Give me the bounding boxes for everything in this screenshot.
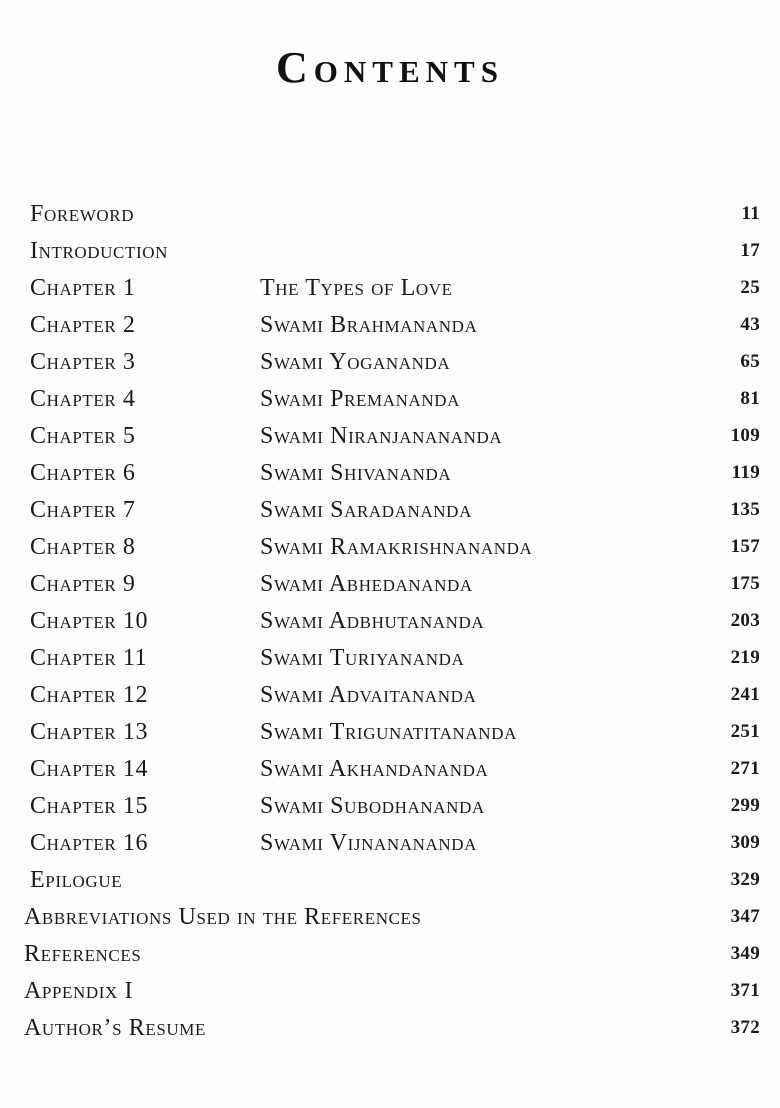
toc-entry-title: Swami Niranjanananda [260, 423, 503, 449]
toc-row [0, 714, 780, 750]
toc-entry-title: Swami Ramakrishnananda [260, 534, 533, 560]
toc-row [0, 825, 780, 861]
toc-page-number: 119 [731, 462, 760, 483]
toc-entry-title: Swami Vijnanananda [260, 830, 478, 856]
toc-entry-label: Chapter 14 [30, 756, 149, 782]
toc-page-number: 309 [730, 832, 760, 853]
toc-row [0, 381, 780, 417]
toc-entry-title: The Types of Love [260, 275, 453, 301]
toc-page-number: 11 [741, 203, 760, 224]
toc-page-number: 251 [730, 721, 760, 742]
toc-row [0, 418, 780, 454]
toc-entry-title: Swami Shivananda [260, 460, 452, 486]
toc-page-number: 81 [740, 388, 760, 409]
toc-page-number: 371 [730, 980, 760, 1001]
toc-entry-label: Chapter 10 [30, 608, 149, 634]
toc-entry-label: Chapter 1 [30, 275, 136, 301]
toc-entry-title: Swami Saradananda [260, 497, 472, 523]
toc-entry-label: Chapter 2 [30, 312, 136, 338]
toc-entry-title: Swami Akhandananda [260, 756, 489, 782]
toc-entry-label: Chapter 4 [30, 386, 136, 412]
toc-entry-label: Chapter 3 [30, 349, 136, 375]
toc-entry-label: Chapter 12 [30, 682, 149, 708]
toc-entry-label: Chapter 8 [30, 534, 136, 560]
toc-page-number: 25 [740, 277, 760, 298]
toc-page-number: 65 [740, 351, 760, 372]
toc-page-number: 349 [730, 943, 760, 964]
toc-row [0, 1010, 780, 1046]
toc-page-number: 109 [730, 425, 760, 446]
toc-row [0, 492, 780, 528]
toc-row [0, 603, 780, 639]
toc-page-number: 17 [740, 240, 760, 261]
page-title: Contents [276, 43, 504, 92]
toc-row [0, 640, 780, 676]
toc-page-number: 372 [730, 1017, 760, 1038]
toc-entry-title: Swami Turiyananda [260, 645, 465, 671]
toc-entry-title: Swami Adbhutananda [260, 608, 485, 634]
toc-entry-label: Chapter 11 [30, 645, 148, 671]
toc-entry-label: Chapter 16 [30, 830, 149, 856]
toc-row [0, 233, 780, 269]
toc-row [0, 862, 780, 898]
toc-entry-label: Introduction [30, 238, 168, 264]
toc-page-number: 175 [730, 573, 760, 594]
toc-page-number: 43 [740, 314, 760, 335]
toc-row [0, 899, 780, 935]
toc-row [0, 307, 780, 343]
toc-entry-title: Swami Advaitananda [260, 682, 477, 708]
toc-row [0, 344, 780, 380]
toc-page-number: 271 [730, 758, 760, 779]
toc-page-number: 157 [730, 536, 760, 557]
toc-entry-label: Chapter 15 [30, 793, 149, 819]
toc-entry-title: Swami Yogananda [260, 349, 451, 375]
toc-page-number: 299 [730, 795, 760, 816]
toc-row [0, 788, 780, 824]
toc-row [0, 973, 780, 1009]
toc-row [0, 566, 780, 602]
toc-entry-title: Swami Trigunatitananda [260, 719, 517, 745]
toc-entry-label: Chapter 5 [30, 423, 136, 449]
toc-entry-title: Swami Brahmananda [260, 312, 478, 338]
toc-page-number: 135 [730, 499, 760, 520]
toc-entry-title: Swami Abhedananda [260, 571, 473, 597]
toc-entry-label: Appendix I [24, 978, 134, 1004]
toc-page-number: 329 [730, 869, 760, 890]
toc-page-number: 241 [730, 684, 760, 705]
toc-row [0, 936, 780, 972]
toc-page-number: 203 [730, 610, 760, 631]
toc-entry-title: Swami Subodhananda [260, 793, 485, 819]
toc-entry-label: Abbreviations Used in the References [24, 904, 422, 930]
toc-entry-title: Swami Premananda [260, 386, 461, 412]
toc-entry-label: Chapter 6 [30, 460, 136, 486]
toc-row [0, 677, 780, 713]
toc-entry-label: Chapter 13 [30, 719, 149, 745]
toc-entry-label: Chapter 9 [30, 571, 136, 597]
toc-entry-label: References [24, 941, 142, 967]
toc-entry-label: Foreword [30, 201, 135, 227]
toc-row [0, 270, 780, 306]
toc-entry-label: Chapter 7 [30, 497, 136, 523]
toc-page-number: 347 [730, 906, 760, 927]
toc-row [0, 455, 780, 491]
toc-row [0, 196, 780, 232]
toc-page-number: 219 [730, 647, 760, 668]
toc-row [0, 751, 780, 787]
toc-row [0, 529, 780, 565]
toc-entry-label: Epilogue [30, 867, 123, 893]
toc-entry-label: Author’s Resume [24, 1015, 206, 1041]
